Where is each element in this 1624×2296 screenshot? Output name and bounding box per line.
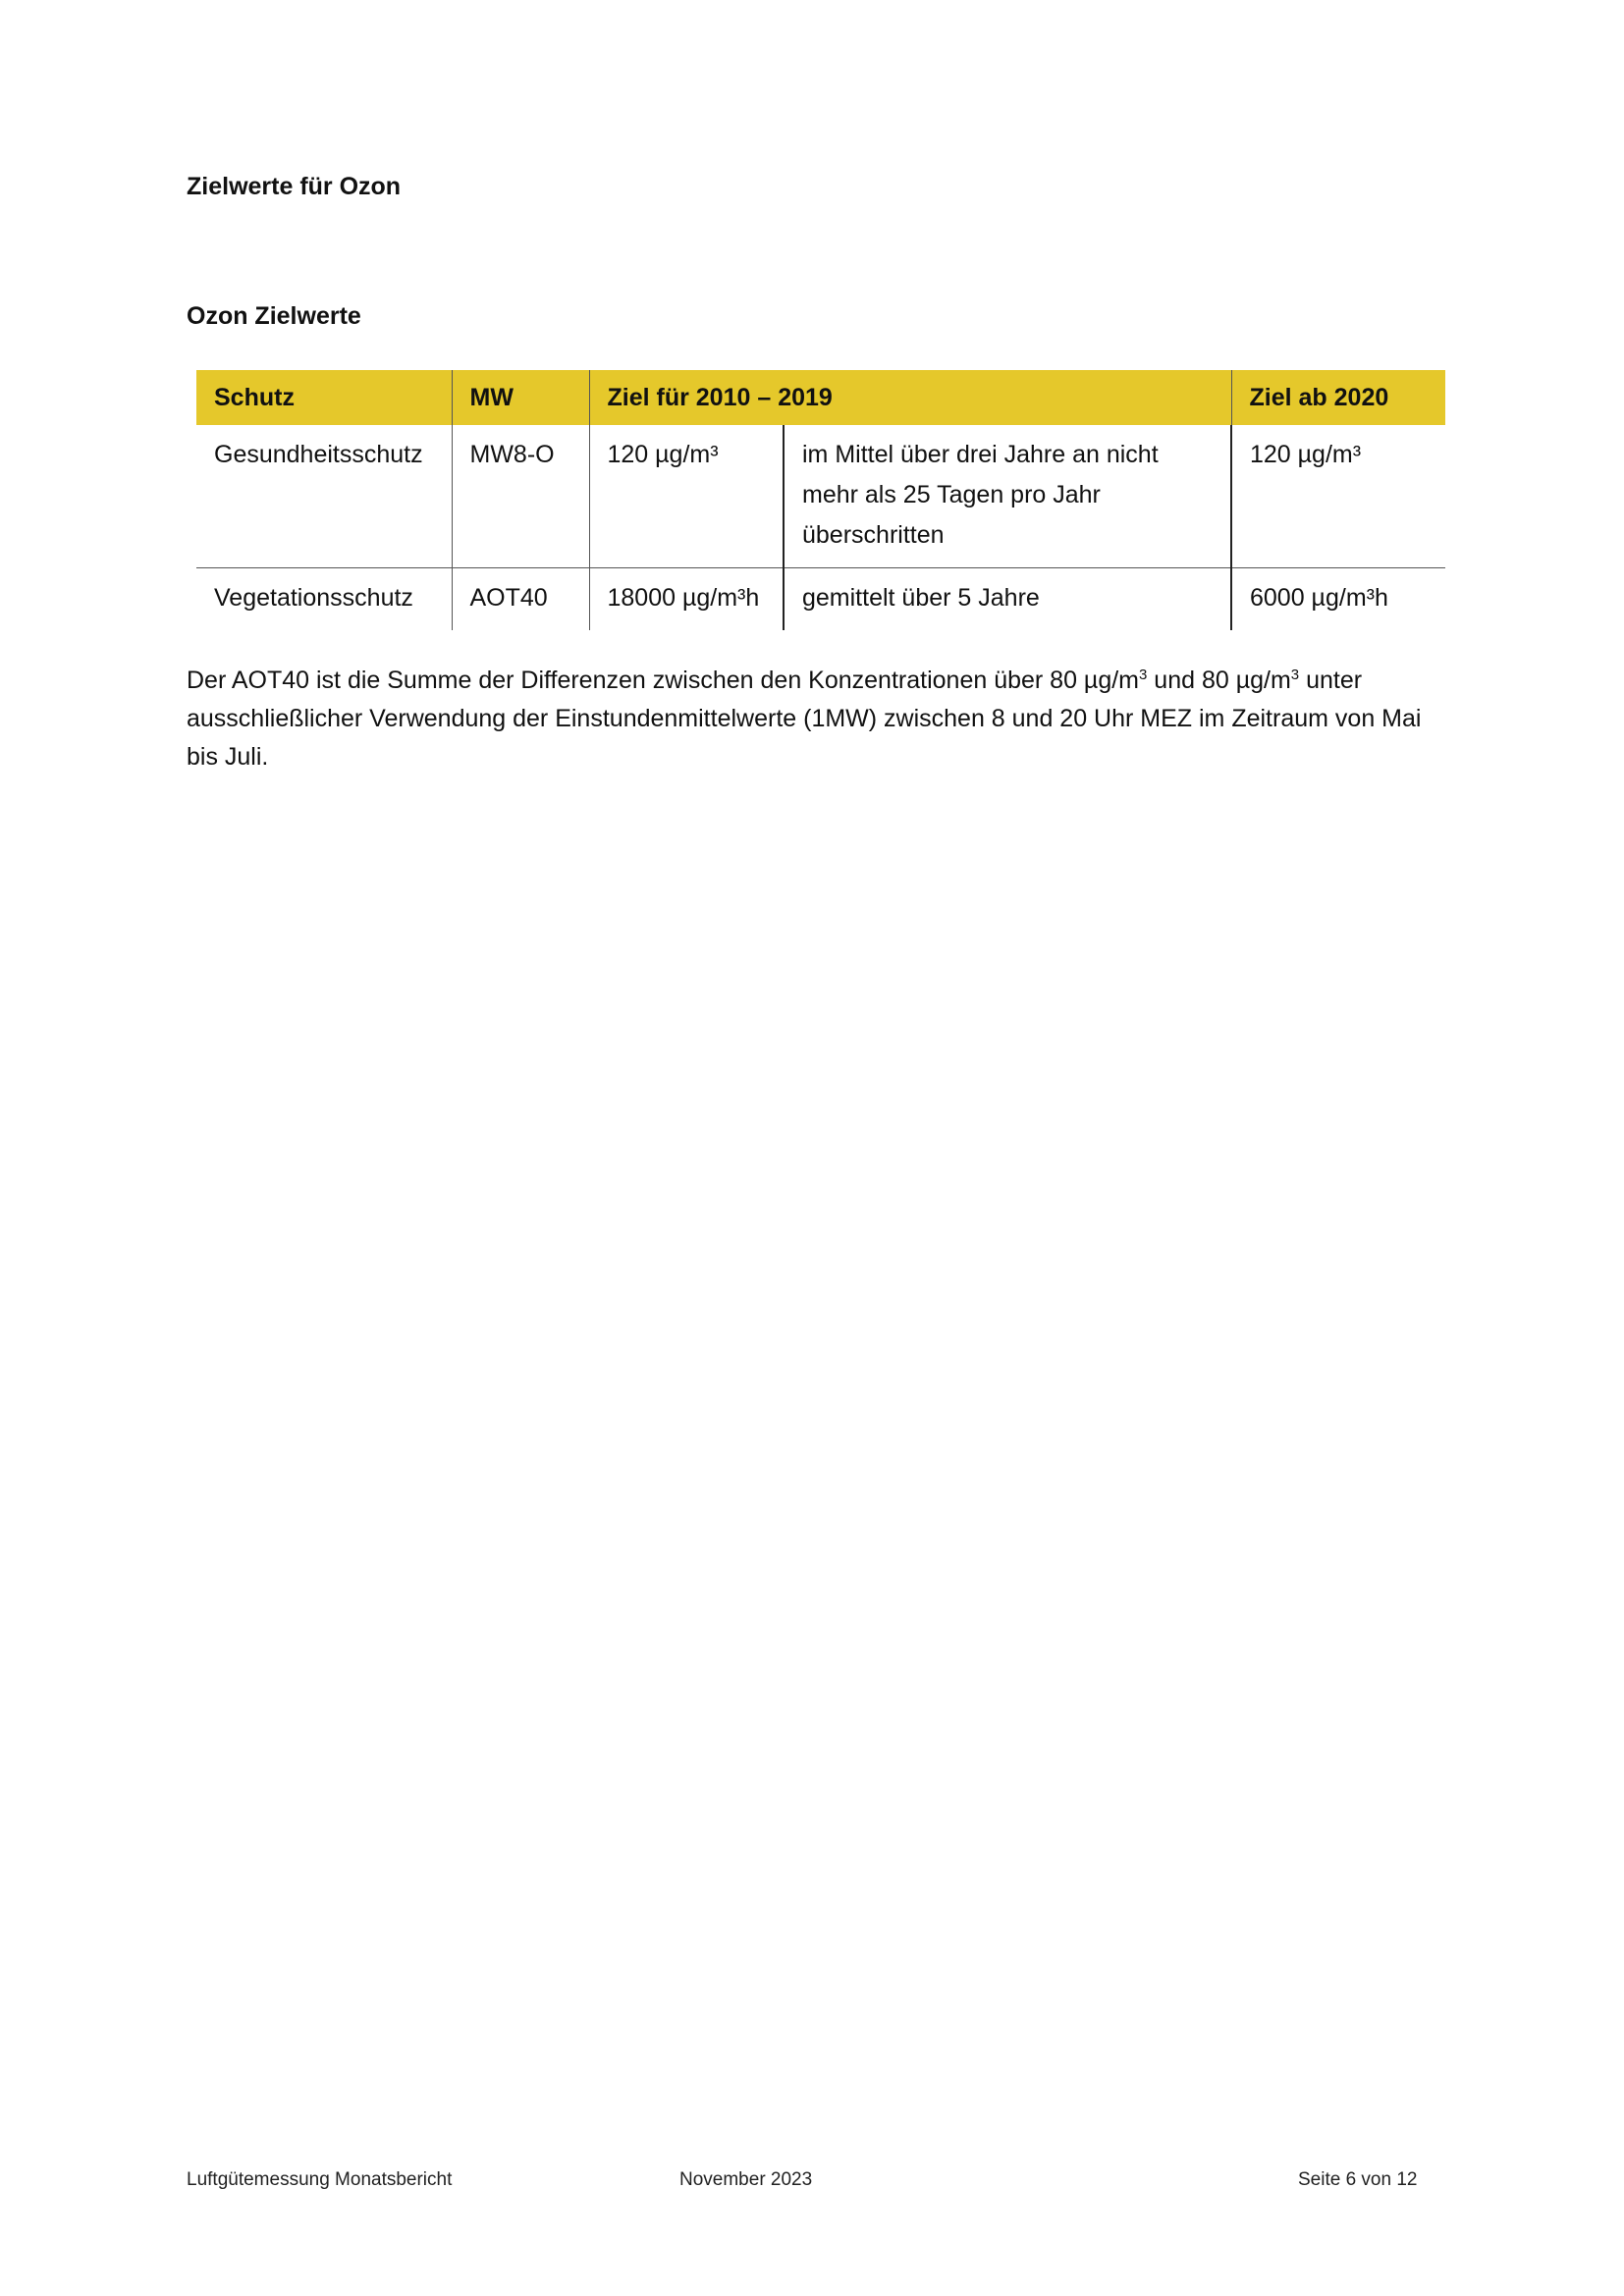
cell-value: 18000 µg/m³h: [589, 568, 784, 631]
table-caption: Ozon Zielwerte: [187, 302, 361, 330]
cell-schutz: Vegetationsschutz: [214, 584, 413, 612]
cell-target-2020: 6000 µg/m³h: [1231, 568, 1445, 631]
explanation-part-2: und 80 µg/m: [1147, 667, 1291, 694]
cell-mw: AOT40: [452, 568, 589, 631]
header-mw: MW: [452, 370, 589, 425]
footer-report-title: Luftgütemessung Monatsbericht: [187, 2169, 453, 2190]
cell-description: im Mittel über drei Jahre an nicht mehr als 25 Tagen pro Jahr überschritten: [784, 425, 1231, 568]
cell-mw: MW8-O: [452, 425, 589, 568]
footer-page-number: Seite 6 von 12: [1298, 2169, 1418, 2190]
explanation-part-3: unter ausschließlicher Verwendung der Einstundenmittelwerte (1MW) zwischen 8 und 20 Uhr MEZ im Zeitraum von Mai bis Juli.: [187, 667, 1422, 771]
cell-schutz: Gesundheitsschutz: [196, 425, 452, 568]
cell-value: 120 µg/m³: [589, 425, 784, 568]
header-ziel-2010-2019: Ziel für 2010 – 2019: [589, 370, 1231, 425]
cell-description: gemittelt über 5 Jahre: [784, 568, 1231, 631]
header-ziel-ab-2020: Ziel ab 2020: [1231, 370, 1445, 425]
explanation-part-1: Der AOT40 ist die Summe der Differenzen zwischen den Konzentrationen über 80 µg/m: [187, 667, 1140, 694]
superscript-3: 3: [1139, 667, 1148, 683]
table-header-row: [196, 370, 1445, 425]
ozone-targets-table: [196, 370, 1445, 630]
table-row: [196, 425, 1445, 568]
superscript-3: 3: [1290, 667, 1300, 683]
cell-target-2020: 120 µg/m³: [1231, 425, 1445, 568]
footer-date: November 2023: [679, 2169, 813, 2190]
aot40-explanation: [187, 662, 1453, 776]
table-row: [196, 568, 1445, 631]
header-schutz: Schutz: [196, 370, 452, 425]
page-heading: Zielwerte für Ozon: [187, 173, 402, 200]
